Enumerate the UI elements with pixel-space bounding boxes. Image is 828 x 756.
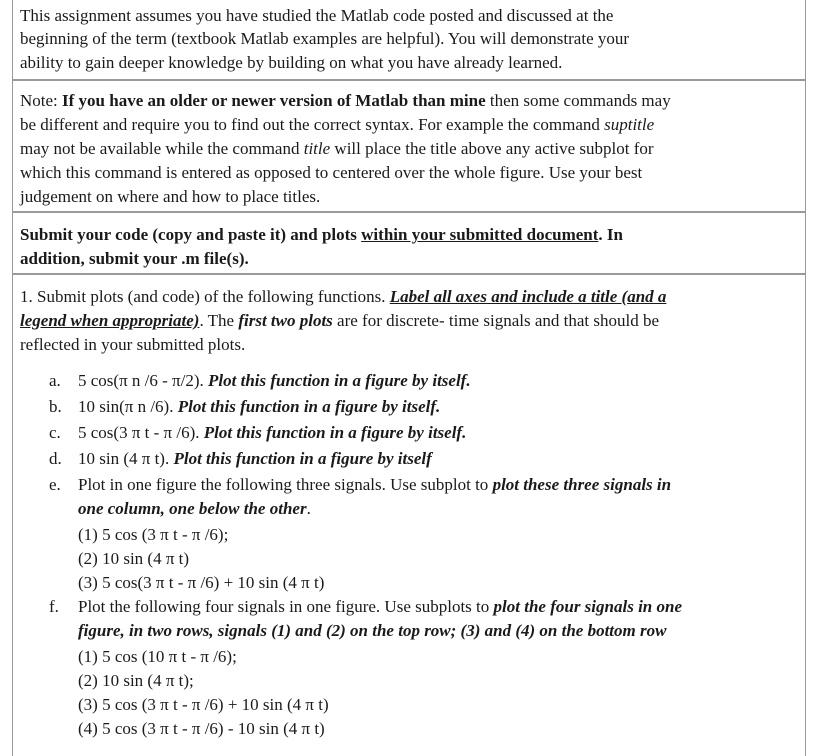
task-line-2-text-a: . The [199, 311, 239, 330]
item-e-period: . [306, 499, 311, 518]
task-line-1-text: 1. Submit plots (and code) of the following functions. [20, 287, 390, 306]
note-line-2 [20, 113, 654, 137]
note-line-4: which this command is entered as opposed to centered over the whole figure. Use your best [20, 163, 643, 182]
task-line-1 [20, 285, 666, 309]
item-e-signal-2: (2) 10 sin (4 π t) [78, 549, 190, 568]
item-c-marker: c. [49, 423, 61, 442]
item-c-instruction: Plot this function in a figure by itself. [203, 423, 467, 442]
task-section [12, 274, 806, 756]
item-f-emphasis-2: figure, in two rows, signals (1) and (2) on the top row; (3) and (4) on the bottom row [78, 621, 667, 640]
item-a-expression: 5 cos(π n /6 - π/2). [78, 371, 209, 390]
title-command: title [303, 139, 331, 158]
note-line-2-text: be different and require you to find out the correct syntax. For example the command [20, 115, 605, 134]
item-d-expression: 10 sin (4 π t). [78, 449, 174, 468]
submit-line-1 [20, 223, 623, 247]
intro-section [12, 0, 806, 80]
task-line-2 [20, 309, 659, 333]
note-section [12, 80, 806, 212]
note-line-3 [20, 137, 654, 161]
item-c [78, 421, 466, 445]
item-f-signal-3: (3) 5 cos (3 π t - π /6) + 10 sin (4 π t) [78, 695, 329, 714]
note-line-1-rest: then some commands may [485, 91, 671, 110]
item-a [78, 369, 471, 393]
note-line-3-text-a: may not be available while the command [20, 139, 304, 158]
item-d-marker: d. [49, 449, 62, 468]
submit-underlined: within your submitted document [361, 225, 599, 244]
note-line-1 [20, 89, 671, 113]
item-e-line-1 [78, 473, 671, 497]
item-f-signal-4: (4) 5 cos (3 π t - π /6) - 10 sin (4 π t) [78, 719, 325, 738]
item-e-signal-1: (1) 5 cos (3 π t - π /6); [78, 525, 229, 544]
item-e-emphasis-1: plot these three signals in [492, 475, 672, 494]
intro-line-1: This assignment assumes you have studied the Matlab code posted and discussed at the [20, 6, 614, 25]
note-line-5: judgement on where and how to place titles. [20, 187, 321, 206]
item-f-emphasis-1: plot the four signals in one [493, 597, 682, 616]
note-line-3-text-b: will place the title above any active subplot for [330, 139, 654, 158]
task-emphasis-1: Label all axes and include a title (and a [389, 287, 667, 306]
submit-line-1-end: . In [598, 225, 623, 244]
item-f-line-2 [78, 619, 666, 643]
item-f-signal-2: (2) 10 sin (4 π t); [78, 671, 194, 690]
item-c-expression: 5 cos(3 π t - π /6). [78, 423, 204, 442]
note-lead: Note: [20, 91, 63, 110]
item-e-signal-3: (3) 5 cos(3 π t - π /6) + 10 sin (4 π t) [78, 573, 325, 592]
item-e-line-2 [78, 497, 311, 521]
item-e-marker: e. [49, 475, 61, 494]
item-e-emphasis-2: one column, one below the other [78, 499, 307, 518]
item-b-instruction: Plot this function in a figure by itself. [177, 397, 441, 416]
item-a-marker: a. [49, 371, 61, 390]
intro-line-2: beginning of the term (textbook Matlab examples are helpful). You will demonstrate your [20, 29, 630, 48]
item-e-text: Plot in one figure the following three signals. Use subplot to [78, 475, 493, 494]
task-emphasis-2: legend when appropriate) [20, 311, 200, 330]
item-d [78, 447, 432, 471]
item-f-signal-1: (1) 5 cos (10 π t - π /6); [78, 647, 237, 666]
submit-line-2: addition, submit your .m file(s). [20, 249, 249, 268]
intro-line-3: ability to gain deeper knowledge by building on what you have already learned. [20, 53, 563, 72]
item-f-marker: f. [49, 597, 59, 616]
item-b-expression: 10 sin(π n /6). [78, 397, 178, 416]
task-line-2-text-b: are for discrete- time signals and that should be [332, 311, 660, 330]
task-line-3: reflected in your submitted plots. [20, 335, 246, 354]
item-f-text: Plot the following four signals in one figure. Use subplots to [78, 597, 494, 616]
submit-section [12, 212, 806, 274]
task-emphasis-3: first two plots [238, 311, 333, 330]
suptitle-command: suptitle [604, 115, 655, 134]
submit-line-1-text: Submit your code (copy and paste it) and plots [20, 225, 362, 244]
item-f-line-1 [78, 595, 682, 619]
item-b-marker: b. [49, 397, 62, 416]
note-bold-phrase: If you have an older or newer version of Matlab than mine [62, 91, 486, 110]
item-d-instruction: Plot this function in a figure by itself [173, 449, 432, 468]
item-b [78, 395, 440, 419]
item-a-instruction: Plot this function in a figure by itself. [208, 371, 471, 390]
